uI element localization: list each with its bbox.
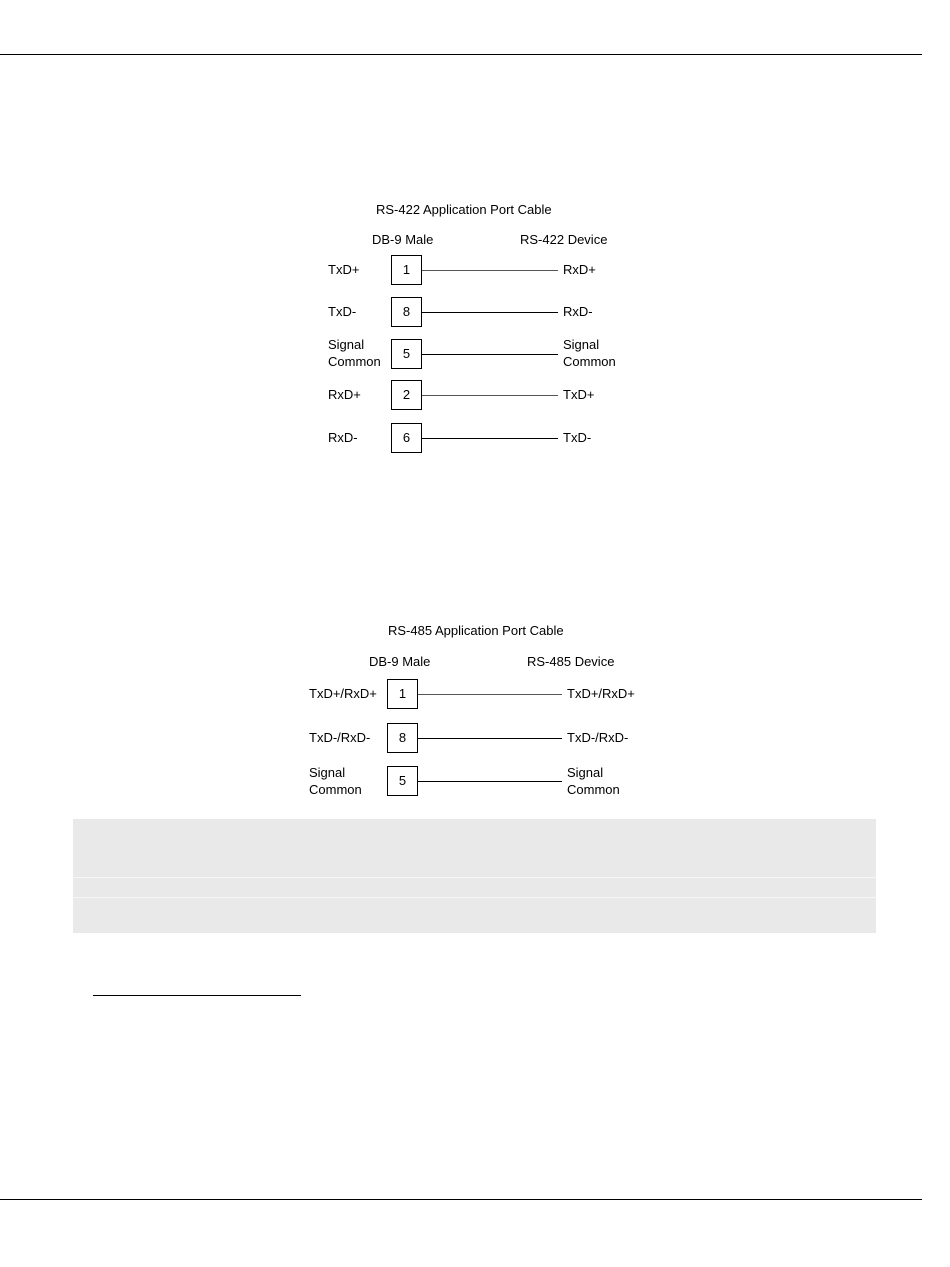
rs422-row3-right-label-line1: Signal (563, 337, 600, 352)
rs485-row3-left-label-line2: Common (309, 782, 362, 797)
rs485-pin-1: 1 (387, 679, 418, 709)
rs422-pin-8: 8 (391, 297, 422, 327)
rs422-wire-2 (422, 395, 558, 396)
rs485-row2-right-label: TxD-/RxD- (567, 730, 629, 745)
rs485-pin-5: 5 (387, 766, 418, 796)
section-underline (93, 995, 301, 996)
rs422-row1-left-label: TxD+ (328, 262, 360, 277)
rs485-title: RS-485 Application Port Cable (388, 623, 564, 638)
rs422-row3-right-label-line2: Common (563, 354, 616, 369)
rs422-title: RS-422 Application Port Cable (376, 202, 552, 217)
header-rule (0, 54, 922, 55)
shaded-note-divider (73, 877, 876, 878)
rs485-row3-left-label-line1: Signal (309, 765, 346, 780)
rs422-row4-right-label: TxD+ (563, 387, 595, 402)
rs422-pin-6: 6 (391, 423, 422, 453)
rs422-row2-left-label: TxD- (328, 304, 357, 319)
rs422-wire-8 (422, 312, 558, 313)
rs485-row1-left-label: TxD+/RxD+ (309, 686, 377, 701)
rs422-wire-6 (422, 438, 558, 439)
rs485-pin-8: 8 (387, 723, 418, 753)
rs485-cable-diagram (0, 615, 950, 805)
shaded-note-divider (73, 897, 876, 898)
rs485-row3-right-label-line1: Signal (567, 765, 604, 780)
rs485-row1-right-label: TxD+/RxD+ (567, 686, 635, 701)
rs422-cable-diagram (0, 195, 950, 465)
rs422-wire-5 (422, 354, 558, 355)
rs422-row2-right-label: RxD- (563, 304, 593, 319)
rs422-row5-left-label: RxD- (328, 430, 358, 445)
footer-rule (0, 1199, 922, 1200)
rs485-wire-1 (418, 694, 562, 695)
rs422-row4-left-label: RxD+ (328, 387, 361, 402)
rs422-right-header: RS-422 Device (520, 232, 608, 247)
shaded-note-box (73, 819, 876, 933)
rs485-row3-right-label-line2: Common (567, 782, 620, 797)
rs485-right-header: RS-485 Device (527, 654, 615, 669)
rs422-row1-right-label: RxD+ (563, 262, 596, 277)
rs485-wire-5 (418, 781, 562, 782)
rs422-wire-1 (422, 270, 558, 271)
rs422-pin-1: 1 (391, 255, 422, 285)
rs485-left-header: DB-9 Male (369, 654, 431, 669)
rs485-wire-8 (418, 738, 562, 739)
rs422-pin-2: 2 (391, 380, 422, 410)
rs422-left-header: DB-9 Male (372, 232, 434, 247)
rs485-row2-left-label: TxD-/RxD- (309, 730, 371, 745)
rs422-pin-5: 5 (391, 339, 422, 369)
rs422-row3-left-label-line2: Common (328, 354, 381, 369)
rs422-row5-right-label: TxD- (563, 430, 592, 445)
rs422-row3-left-label-line1: Signal (328, 337, 365, 352)
